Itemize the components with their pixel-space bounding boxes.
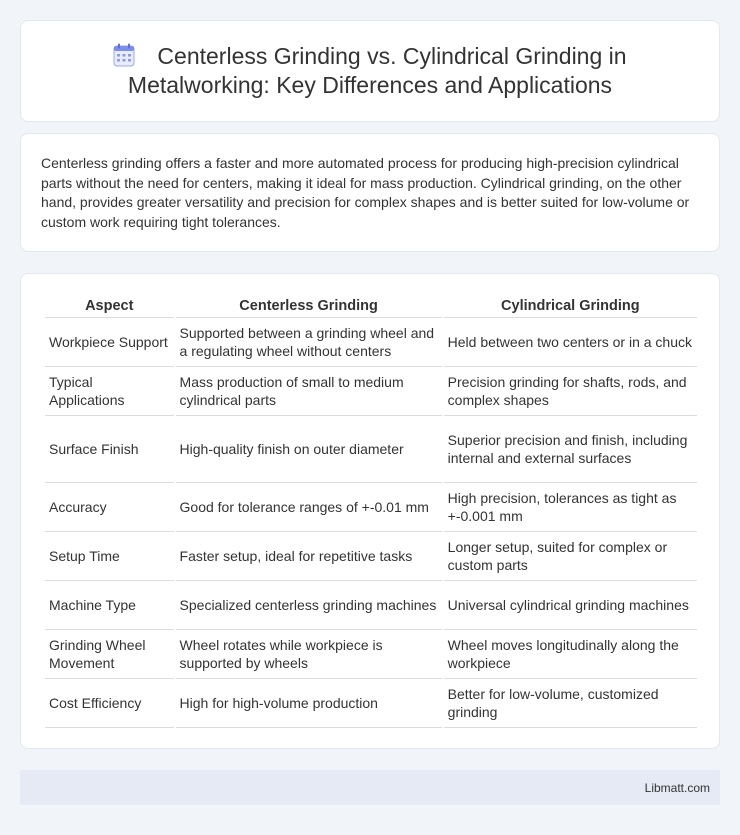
intro-text: Centerless grinding offers a faster and more automated process for producing high-precision cylindrical parts without the need for centers, making it ideal for mass production. Cylindrical grinding, on the other hand, provides greater versatility and precision for complex shapes and is better suited for low-volume or custom work requiring tight tolerances. <box>41 155 690 230</box>
page-title <box>113 42 626 100</box>
cell-cylindrical: Superior precision and finish, including internal and external surfaces <box>444 416 697 483</box>
table-row <box>45 416 697 483</box>
calendar-icon <box>113 43 135 67</box>
cell-aspect: Surface Finish <box>45 416 174 483</box>
cell-cylindrical: Longer setup, suited for complex or custom parts <box>444 532 697 581</box>
header-aspect: Aspect <box>45 294 174 318</box>
footer-brand-link[interactable]: Libmatt.com <box>644 780 710 795</box>
title-line-2: Metalworking: Key Differences and Applications <box>127 72 613 98</box>
cell-aspect: Setup Time <box>45 532 174 581</box>
title-wrap <box>113 42 626 100</box>
cell-aspect: Cost Efficiency <box>45 679 174 728</box>
title-line-1: Centerless Grinding vs. Cylindrical Grinding in <box>157 43 627 69</box>
cell-cylindrical: Better for low-volume, customized grinding <box>444 679 697 728</box>
header-centerless: Centerless Grinding <box>176 294 442 318</box>
footer <box>20 770 720 805</box>
cell-cylindrical: High precision, tolerances as tight as +-0.001 mm <box>444 483 697 532</box>
cell-aspect: Machine Type <box>45 581 174 630</box>
cell-centerless: Wheel rotates while workpiece is supported by wheels <box>176 630 442 679</box>
title-card <box>20 20 720 122</box>
table-header-row <box>45 294 697 318</box>
cell-aspect: Grinding Wheel Movement <box>45 630 174 679</box>
table-row <box>45 630 697 679</box>
cell-centerless: High-quality finish on outer diameter <box>176 416 442 483</box>
table-row <box>45 679 697 728</box>
cell-centerless: High for high-volume production <box>176 679 442 728</box>
comparison-card <box>20 273 720 749</box>
cell-cylindrical: Universal cylindrical grinding machines <box>444 581 697 630</box>
cell-aspect: Accuracy <box>45 483 174 532</box>
table-row <box>45 483 697 532</box>
table-row <box>45 581 697 630</box>
cell-cylindrical: Precision grinding for shafts, rods, and complex shapes <box>444 367 697 416</box>
table-row <box>45 367 697 416</box>
cell-centerless: Faster setup, ideal for repetitive tasks <box>176 532 442 581</box>
intro-card <box>20 133 720 252</box>
cell-cylindrical: Held between two centers or in a chuck <box>444 318 697 367</box>
table-row <box>45 318 697 367</box>
header-cylindrical: Cylindrical Grinding <box>444 294 697 318</box>
cell-aspect: Workpiece Support <box>45 318 174 367</box>
cell-cylindrical: Wheel moves longitudinally along the workpiece <box>444 630 697 679</box>
cell-centerless: Supported between a grinding wheel and a regulating wheel without centers <box>176 318 442 367</box>
cell-centerless: Good for tolerance ranges of +-0.01 mm <box>176 483 442 532</box>
cell-centerless: Mass production of small to medium cylindrical parts <box>176 367 442 416</box>
table-row <box>45 532 697 581</box>
comparison-table <box>43 294 699 728</box>
cell-aspect: Typical Applications <box>45 367 174 416</box>
cell-centerless: Specialized centerless grinding machines <box>176 581 442 630</box>
